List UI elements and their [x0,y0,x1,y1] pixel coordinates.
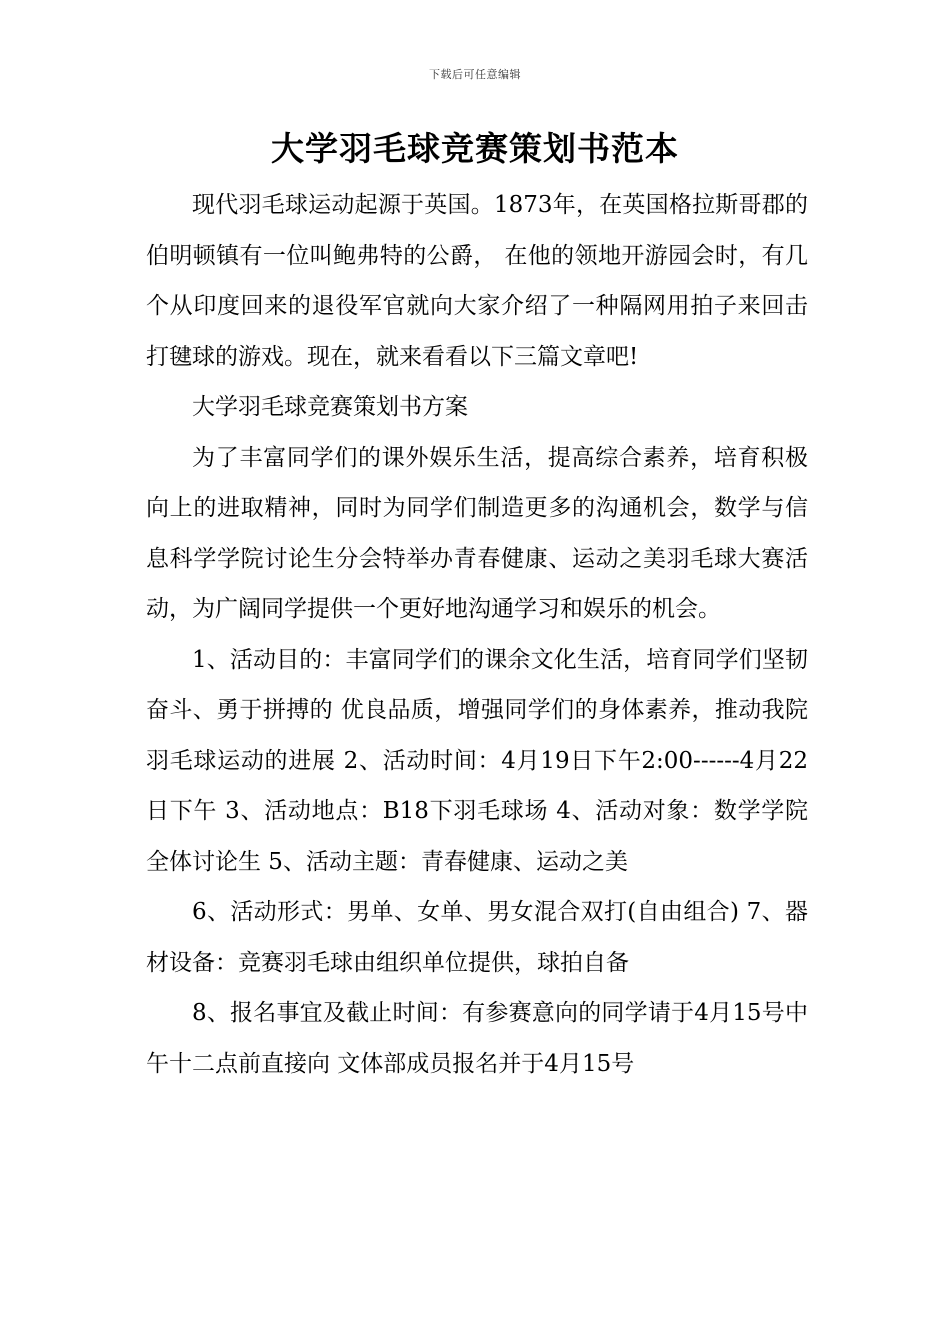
activity-form-paragraph: 6、活动形式：男单、女单、男女混合双打(自由组合) 7、器材设备：竞赛羽毛球由组织单位提供，球拍自备 [146,899,808,976]
document-title: 大学羽毛球竞赛策划书范本 [271,129,679,168]
intro-paragraph: 现代羽毛球运动起源于英国。1873年，在英国格拉斯哥郡的伯明顿镇有一位叫鲍弗特的公爵， 在他的领地开游园会时，有几个从印度回来的退役军官就向大家介绍了一种隔网用拍子来回击打毽球的游戏。现在，就来看看以下三篇文章吧! [146,192,808,370]
document-body [146,180,808,1089]
activity-details-paragraph: 1、活动目的：丰富同学们的课余文化生活，培育同学们坚韧奋斗、勇于拼搏的 优良品质，增强同学们的身体素养，推动我院羽毛球运动的进展 2、活动时间：4月19日下午2:00------4月22日下午 3、活动地点：B18下羽毛球场 4、活动对象：数学学院全体讨论生 5、活动主题：青春健康、运动之美 [146,646,808,875]
purpose-paragraph: 为了丰富同学们的课外娱乐生活，提高综合素养，培育积极向上的进取精神，同时为同学们制造更多的沟通机会，数学与信息科学学院讨论生分会特举办青春健康、运动之美羽毛球大赛活动，为广阔同学提供一个更好地沟通学习和娱乐的机会。 [146,444,808,622]
section-heading: 大学羽毛球竞赛策划书方案 [192,394,468,420]
registration-paragraph: 8、报名事宜及截止时间：有参赛意向的同学请于4月15号中午十二点前直接向 文体部成员报名并于4月15号 [146,1000,808,1077]
header-note: 下载后可任意编辑 [429,68,521,81]
